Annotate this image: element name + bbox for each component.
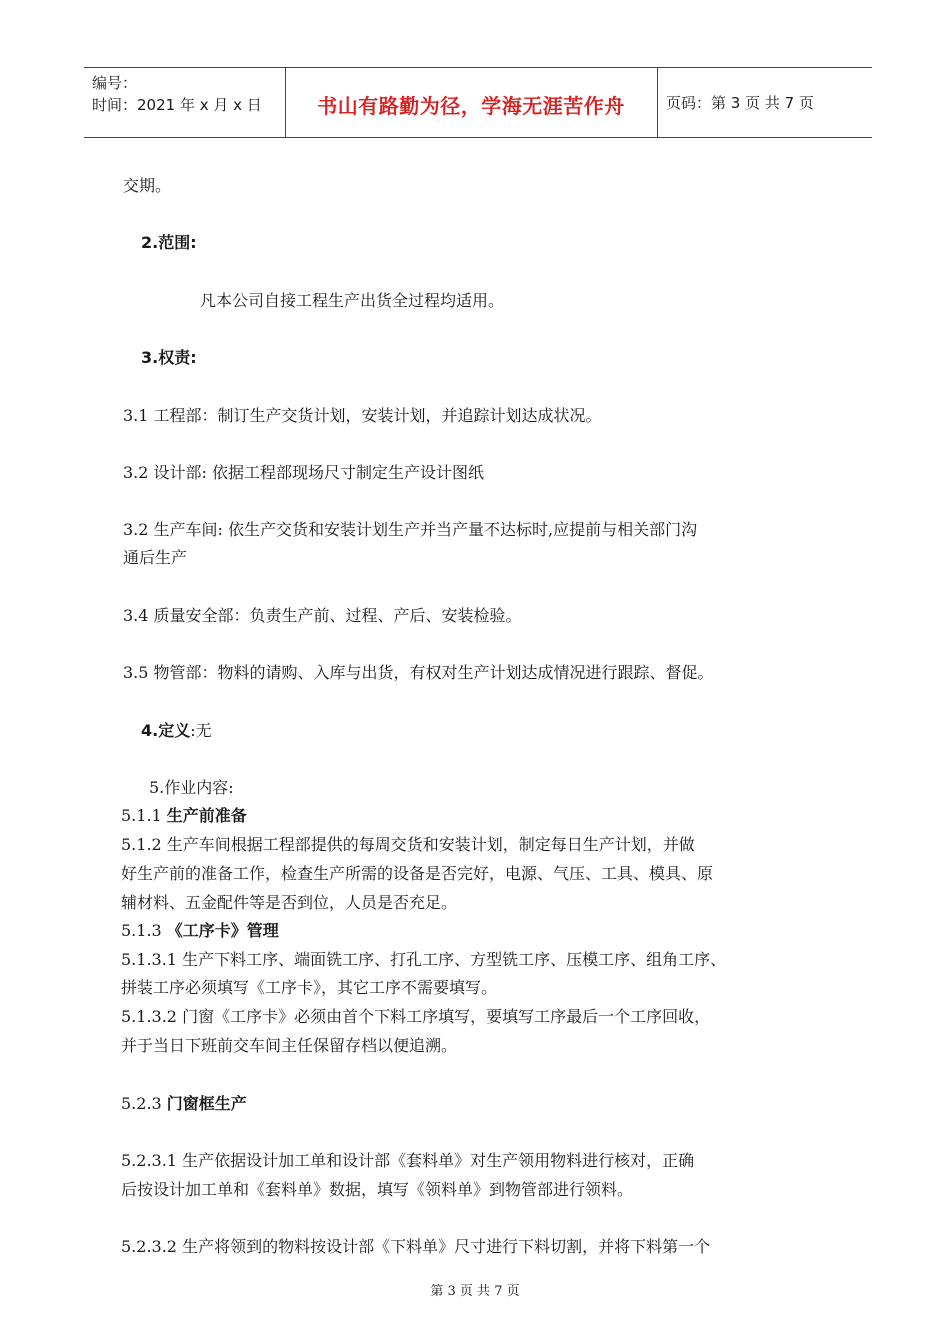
section-value: :无 (190, 721, 212, 740)
divider (657, 68, 658, 137)
subsection-heading (121, 920, 279, 942)
text-line: 辅材料、五金配件等是否到位，人员是否充足。 (121, 893, 458, 912)
subsection-title: 生产前准备 (166, 806, 247, 825)
subsection-heading (121, 805, 247, 827)
text-line: 3.2 生产车间: 依生产交货和安装计划生产并当产量不达标时,应提前与相关部门沟 (123, 520, 698, 539)
section-heading (141, 720, 212, 742)
text-line: 5.1.2 生产车间根据工程部提供的每周交货和安装计划，制定每日生产计划，并做 (121, 835, 695, 854)
subsection-title: 《工序卡》管理 (166, 921, 279, 940)
text-line: 交期。 (123, 176, 172, 195)
text-line: 3.4 质量安全部：负责生产前、过程、产后、安装检验。 (123, 606, 522, 625)
text-line: 好生产前的准备工作，检查生产所需的设备是否完好，电源、气压、工具、模具、原 (121, 864, 714, 883)
page-number-label: 页码：第 3 页 共 7 页 (666, 94, 814, 112)
text-line: 5.2.3.1 生产依据设计加工单和设计部《套料单》对生产领用物料进行核对，正确 (121, 1151, 695, 1170)
section-number: 4.定义 (141, 721, 191, 740)
section-heading: 2.范围: (141, 233, 197, 252)
subsection-number: 5.1.1 (121, 806, 167, 825)
text-line: 凡本公司自接工程生产出货全过程均适用。 (200, 291, 505, 310)
text-line: 3.1 工程部：制订生产交货计划，安装计划，并追踪计划达成状况。 (123, 406, 602, 425)
subsection-number: 5.1.3 (121, 921, 167, 940)
time-label: 时间：2021 年 x 月 x 日 (92, 96, 262, 114)
text-line: 后按设计加工单和《套料单》数据，填写《领料单》到物管部进行领料。 (121, 1180, 634, 1199)
text-line: 5.1.3.2 门窗《工序卡》必须由首个下料工序填写，要填写工序最后一个工序回收， (121, 1007, 711, 1026)
text-line: 5.1.3.1 生产下料工序、端面铣工序、打孔工序、方型铣工序、压模工序、组角工序、 (121, 950, 727, 969)
subsection-title: 门窗框生产 (166, 1094, 247, 1113)
subsection-number: 5.2.3 (121, 1094, 167, 1113)
section-heading: 3.权责: (141, 348, 197, 367)
number-label: 编号： (92, 74, 138, 92)
text-line: 3.2 设计部: 依据工程部现场尺寸制定生产设计图纸 (123, 463, 485, 482)
text-line: 3.5 物管部：物料的请购、入库与出货，有权对生产计划达成情况进行跟踪、督促。 (123, 663, 714, 682)
subsection-heading (121, 1093, 247, 1115)
text-line: 5.2.3.2 生产将领到的物料按设计部《下料单》尺寸进行下料切割，并将下料第一个 (121, 1237, 711, 1256)
page-footer: 第 3 页 共 7 页 (430, 1284, 520, 1299)
page-header (84, 67, 872, 138)
text-line: 通后生产 (123, 548, 188, 567)
text-line: 拼装工序必须填写《工序卡》，其它工序不需要填写。 (121, 978, 498, 997)
section-heading: 5.作业内容: (149, 778, 234, 797)
motto: 书山有路勤为径，学海无涯苦作舟 (317, 94, 625, 118)
text-line: 并于当日下班前交车间主任保留存档以便追溯。 (121, 1036, 458, 1055)
header-meta (92, 72, 262, 116)
